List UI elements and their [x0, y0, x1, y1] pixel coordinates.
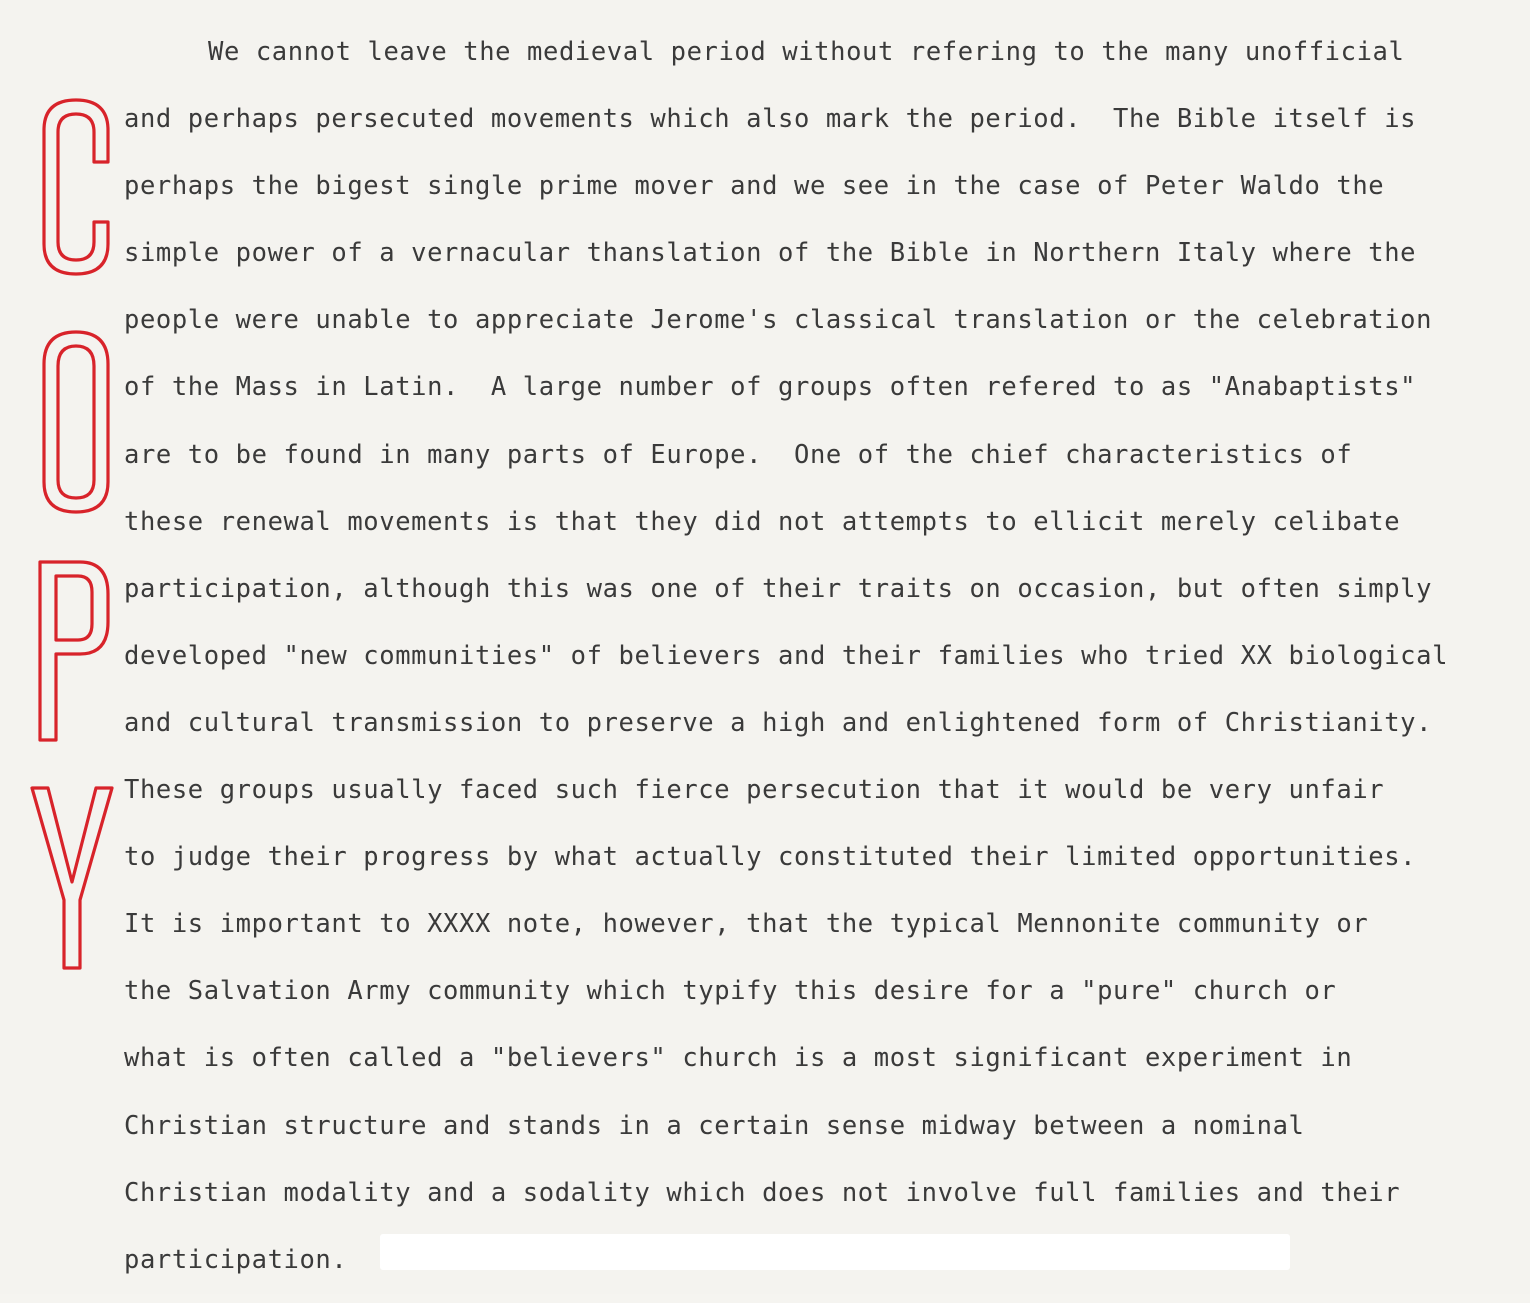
text-line-13: to judge their progress by what actually constituted their limited opportunities.	[124, 842, 1417, 873]
text-line-1: We cannot leave the medieval period without refering to the many unofficial	[208, 37, 1405, 67]
copy-stamp-graphic	[28, 92, 116, 972]
text-line-15: the Salvation Army community which typify this desire for a "pure" church or	[124, 976, 1337, 1007]
correction-whiteout	[380, 1234, 1290, 1270]
text-line-18: Christian modality and a sodality which does not involve full families and their	[124, 1177, 1401, 1208]
text-line-12: These groups usually faced such fierce persecution that it would be very unfair	[124, 775, 1385, 806]
stamp-letter-o	[44, 332, 108, 512]
text-line-6: of the Mass in Latin. A large number of groups often refered to as "Anabaptists"	[124, 372, 1417, 403]
stamp-letter-c	[44, 100, 108, 274]
text-line-2: and perhaps persecuted movements which also mark the period. The Bible itself is	[124, 104, 1417, 135]
text-line-4: simple power of a vernacular thanslation of the Bible in Northern Italy where the	[124, 238, 1417, 269]
text-line-19: participation.	[124, 1244, 348, 1275]
text-line-8: these renewal movements is that they did not attempts to ellicit merely celibate	[124, 506, 1401, 537]
text-line-14: It is important to XXXX note, however, that the typical Mennonite community or	[124, 909, 1369, 940]
text-line-3: perhaps the bigest single prime mover and we see in the case of Peter Waldo the	[124, 171, 1385, 202]
text-line-17: Christian structure and stands in a certain sense midway between a nominal	[124, 1110, 1305, 1141]
stamp-letter-p	[40, 562, 108, 740]
text-line-5: people were unable to appreciate Jerome's classical translation or the celebration	[124, 305, 1433, 336]
stamp-letter-y	[32, 788, 112, 968]
text-line-7: are to be found in many parts of Europe. One of the chief characteristics of	[124, 439, 1353, 470]
copy-stamp	[28, 92, 116, 972]
text-line-9: participation, although this was one of their traits on occasion, but often simply	[124, 573, 1433, 604]
text-line-11: and cultural transmission to preserve a high and enlightened form of Christianity.	[124, 707, 1433, 738]
text-line-10: developed "new communities" of believers and their families who tried XX biological	[124, 640, 1449, 671]
text-line-16: what is often called a "believers" church is a most significant experiment in	[124, 1043, 1353, 1074]
typed-paragraph	[124, 28, 1514, 1303]
